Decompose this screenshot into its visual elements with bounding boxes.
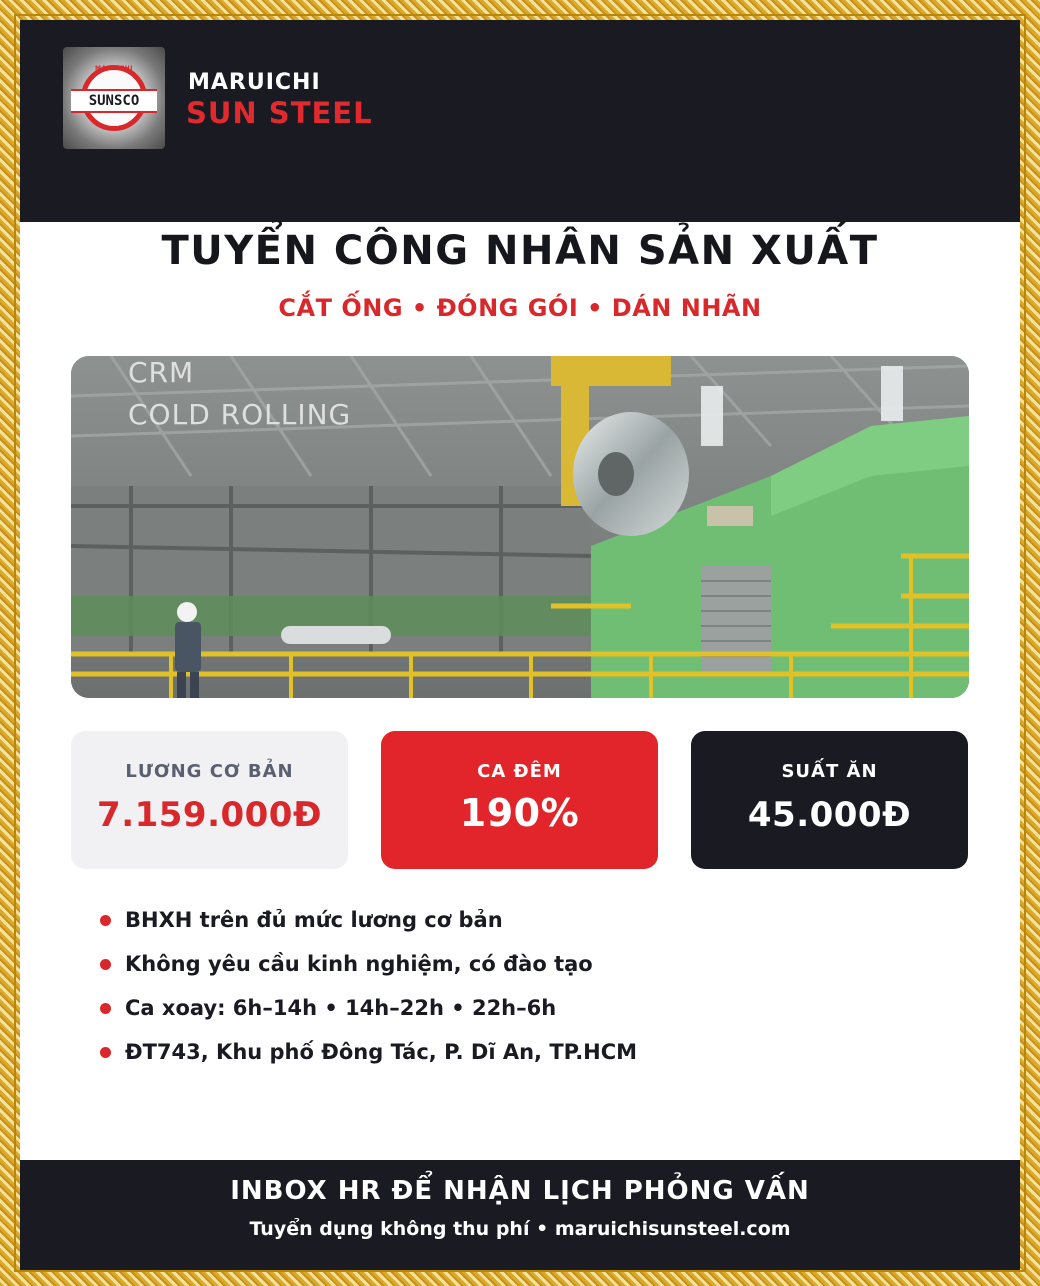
header-bar — [20, 20, 1020, 222]
bullet-dot-icon — [100, 959, 111, 970]
photo-caption-line1: CRM — [128, 356, 195, 389]
photo-caption-line2: COLD ROLLING — [128, 398, 352, 431]
job-poster — [20, 20, 1020, 1270]
stat-value: 45.000Đ — [747, 795, 912, 835]
stat-label: CA ĐÊM — [477, 761, 562, 782]
footer-note: Tuyển dụng không thu phí • maruichisunsteel.com — [249, 1218, 791, 1240]
bullet-dot-icon — [100, 1047, 111, 1058]
list-item — [98, 994, 958, 1038]
call-to-action: INBOX HR ĐỂ NHẬN LỊCH PHỎNG VẤN — [230, 1176, 810, 1206]
stat-card-night-shift — [381, 731, 658, 869]
bullet-dot-icon — [100, 1003, 111, 1014]
benefits-list — [98, 906, 958, 1082]
stat-label: LƯƠNG CƠ BẢN — [125, 761, 294, 782]
benefit-text: BHXH trên đủ mức lương cơ bản — [125, 908, 503, 932]
logo-small-text: MARUICHI — [95, 65, 133, 72]
job-tasks-subtitle: CẮT ỐNG • ĐÓNG GÓI • DÁN NHÃN — [278, 294, 762, 322]
stat-card-meal — [691, 731, 968, 869]
brand-name-top: MARUICHI — [188, 70, 321, 95]
benefit-text: ĐT743, Khu phố Đông Tác, P. Dĩ An, TP.HCM — [125, 1040, 638, 1064]
logo-plate-text: SUNSCO — [71, 89, 157, 113]
benefit-text: Ca xoay: 6h–14h • 14h–22h • 22h–6h — [125, 996, 557, 1020]
company-logo — [63, 47, 165, 149]
page-title: TUYỂN CÔNG NHÂN SẢN XUẤT — [161, 228, 879, 274]
benefit-text: Không yêu cầu kinh nghiệm, có đào tạo — [125, 952, 593, 976]
brand-name-bottom: SUN STEEL — [186, 96, 373, 130]
bullet-dot-icon — [100, 915, 111, 926]
stat-card-base-salary — [71, 731, 348, 869]
list-item — [98, 1038, 958, 1082]
stat-value: 7.159.000Đ — [97, 795, 322, 835]
list-item — [98, 906, 958, 950]
footer-bar — [20, 1160, 1020, 1270]
list-item — [98, 950, 958, 994]
stat-label: SUẤT ĂN — [781, 761, 878, 782]
factory-photo — [71, 356, 969, 698]
stat-value: 190% — [459, 791, 580, 835]
